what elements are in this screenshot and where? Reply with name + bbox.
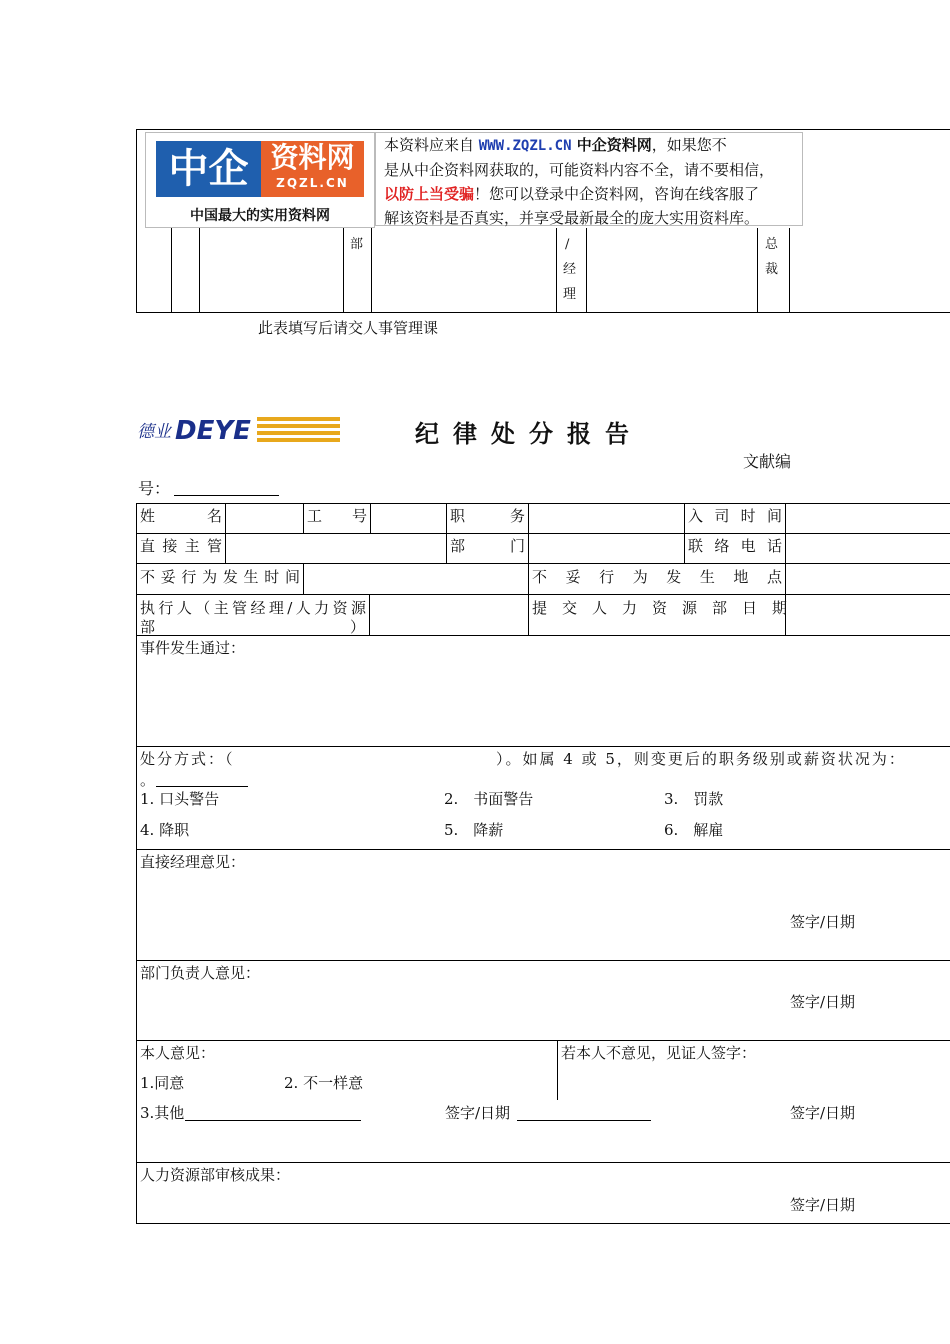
label-self-opinion: 本人意见： — [140, 1044, 216, 1062]
input-incident-time[interactable] — [304, 564, 527, 593]
logo-ziliaowang — [261, 141, 364, 197]
banner-logo — [145, 132, 375, 228]
label-employee-no: 工 号 — [307, 507, 368, 525]
banner-url-link[interactable]: WWW.ZQZL.CN — [478, 138, 572, 154]
top-col-bu: 部 — [350, 237, 364, 252]
option-agree[interactable]: 1.同意 — [140, 1074, 185, 1092]
top-table-border — [171, 228, 172, 312]
top-col-zongcai-1: 总 — [765, 237, 779, 252]
input-position[interactable] — [529, 504, 683, 532]
input-executor[interactable] — [370, 595, 527, 634]
banner-line-1-post: ，如果您不 — [651, 136, 727, 154]
input-penalty-choice[interactable] — [252, 750, 492, 770]
banner-line-2: 是从中企资料网获取的，可能资料内容不全，请不要相信， — [384, 161, 775, 179]
form-border — [446, 503, 447, 563]
option-salary-cut[interactable]: 5. 降薪 — [444, 821, 504, 839]
label-penalty-2: ）。如属 4 或 5，则变更后的职务级别或薪资状况为： — [496, 750, 906, 768]
top-table-border — [136, 312, 950, 313]
option-demotion[interactable]: 4. 降职 — [140, 821, 190, 839]
banner-line-4: 解该资料是否真实，并享受最新最全的庞大实用资料库。 — [384, 209, 760, 227]
label-dept: 部 门 — [450, 537, 525, 555]
label-manager-opinion: 直接经理意见： — [140, 853, 246, 871]
option-disagree[interactable]: 2. 不一样意 — [284, 1074, 364, 1092]
label-join-date: 入司时间 — [688, 507, 782, 525]
submission-note: 此表填写后请交人事管理课 — [258, 319, 439, 337]
deye-logo-en: DEYE — [175, 416, 251, 444]
form-border — [136, 960, 950, 961]
top-table-border — [136, 129, 137, 312]
label-witness: 若本人不意见，见证人签字： — [561, 1044, 757, 1062]
label-name: 姓 名 — [140, 507, 222, 525]
form-border — [136, 746, 950, 747]
input-dept[interactable] — [529, 534, 683, 562]
form-border — [303, 503, 304, 533]
label-incident-time: 不妥行为发生时间 — [140, 568, 300, 586]
label-hr-result: 人力资源部审核成果： — [140, 1166, 291, 1184]
banner-line-3 — [384, 182, 802, 206]
form-border — [136, 635, 950, 636]
label-position: 职 务 — [450, 507, 525, 525]
logo-zhongqi: 中企 — [156, 141, 261, 197]
top-table-border — [789, 228, 790, 312]
label-phone: 联络电话 — [688, 537, 782, 555]
input-self-sign-date[interactable] — [517, 1120, 651, 1121]
input-penalty-change[interactable] — [156, 786, 248, 787]
deye-logo-icon — [137, 414, 342, 444]
form-border — [136, 1040, 950, 1041]
doc-no-label-2: 号： — [138, 479, 171, 498]
top-table-border — [371, 228, 372, 312]
input-supervisor[interactable] — [226, 534, 445, 562]
input-join-date[interactable] — [786, 504, 946, 532]
doc-no-label-1: 文献编 — [743, 452, 792, 471]
logo-ziliaowang-text: 资料网 — [270, 141, 355, 174]
label-penalty-1: 处分方式：（ — [140, 750, 235, 768]
form-border — [528, 563, 529, 635]
top-col-jingli-2: 经 — [563, 262, 577, 277]
option-verbal-warning[interactable]: 1. 口头警告 — [140, 790, 220, 808]
input-other[interactable] — [185, 1120, 361, 1121]
form-border — [136, 1223, 950, 1224]
banner-notice — [375, 132, 803, 226]
top-table-border — [556, 228, 557, 312]
hr-sign-date[interactable]: 签字/日期 — [790, 1196, 856, 1214]
option-other[interactable]: 3.其他 — [140, 1104, 185, 1122]
logo-domain: ZQZL.CN — [276, 176, 349, 190]
label-submit-date: 提 交 人 力 资 源 部 日 期 — [532, 599, 788, 617]
witness-sign-date[interactable]: 签字/日期 — [790, 1104, 856, 1122]
dept-sign-date[interactable]: 签字/日期 — [790, 993, 856, 1011]
option-dismissal[interactable]: 6. 解雇 — [664, 821, 724, 839]
banner-brand: 中企资料网 — [571, 136, 652, 154]
label-dept-opinion: 部门负责人意见： — [140, 964, 261, 982]
top-table-border — [757, 228, 758, 312]
page-title: 纪律处分报告 — [415, 419, 643, 448]
banner-warning: 以防上当受骗 — [384, 185, 475, 203]
deye-logo-cn: 德业 — [137, 422, 171, 442]
logo-tagline: 中国最大的实用资料网 — [190, 208, 330, 224]
top-table-border — [136, 129, 950, 130]
label-executor-3: ） — [350, 618, 366, 636]
top-col-jingli-1: / — [565, 237, 570, 252]
option-fine[interactable]: 3. 罚款 — [664, 790, 724, 808]
input-name[interactable] — [226, 504, 302, 532]
top-table-border — [343, 228, 344, 312]
banner-line-1 — [384, 133, 802, 158]
form-border — [136, 503, 137, 1223]
input-event[interactable] — [140, 660, 945, 744]
form-border — [684, 503, 685, 563]
input-incident-place[interactable] — [786, 564, 946, 634]
label-supervisor: 直接主管 — [140, 537, 222, 555]
manager-sign-date[interactable]: 签字/日期 — [790, 913, 856, 931]
top-col-zongcai-2: 裁 — [765, 262, 779, 277]
label-executor-1: 执行人（主管经理/人力资源 — [140, 599, 366, 617]
form-border — [136, 849, 950, 850]
form-border — [136, 1162, 950, 1163]
label-event: 事件发生通过： — [140, 639, 246, 657]
label-penalty-3: 。 — [140, 771, 156, 789]
doc-no-field[interactable] — [174, 495, 279, 496]
form-border — [557, 1040, 558, 1100]
self-sign-date-label: 签字/日期 — [445, 1104, 511, 1122]
top-col-jingli-3: 理 — [563, 287, 577, 302]
top-table-border — [199, 228, 200, 312]
label-executor-2: 部 — [140, 618, 156, 636]
option-written-warning[interactable]: 2. 书面警告 — [444, 790, 534, 808]
top-table-border — [586, 228, 587, 312]
input-employee-no[interactable] — [371, 504, 445, 532]
banner-line-3-post: ！您可以登录中企资料网，咨询在线客服了 — [474, 185, 760, 203]
label-incident-place: 不 妥 行 为 发 生 地 点 — [532, 568, 782, 586]
banner-line-1-pre: 本资料应来自 — [384, 136, 479, 154]
input-phone[interactable] — [786, 534, 946, 562]
